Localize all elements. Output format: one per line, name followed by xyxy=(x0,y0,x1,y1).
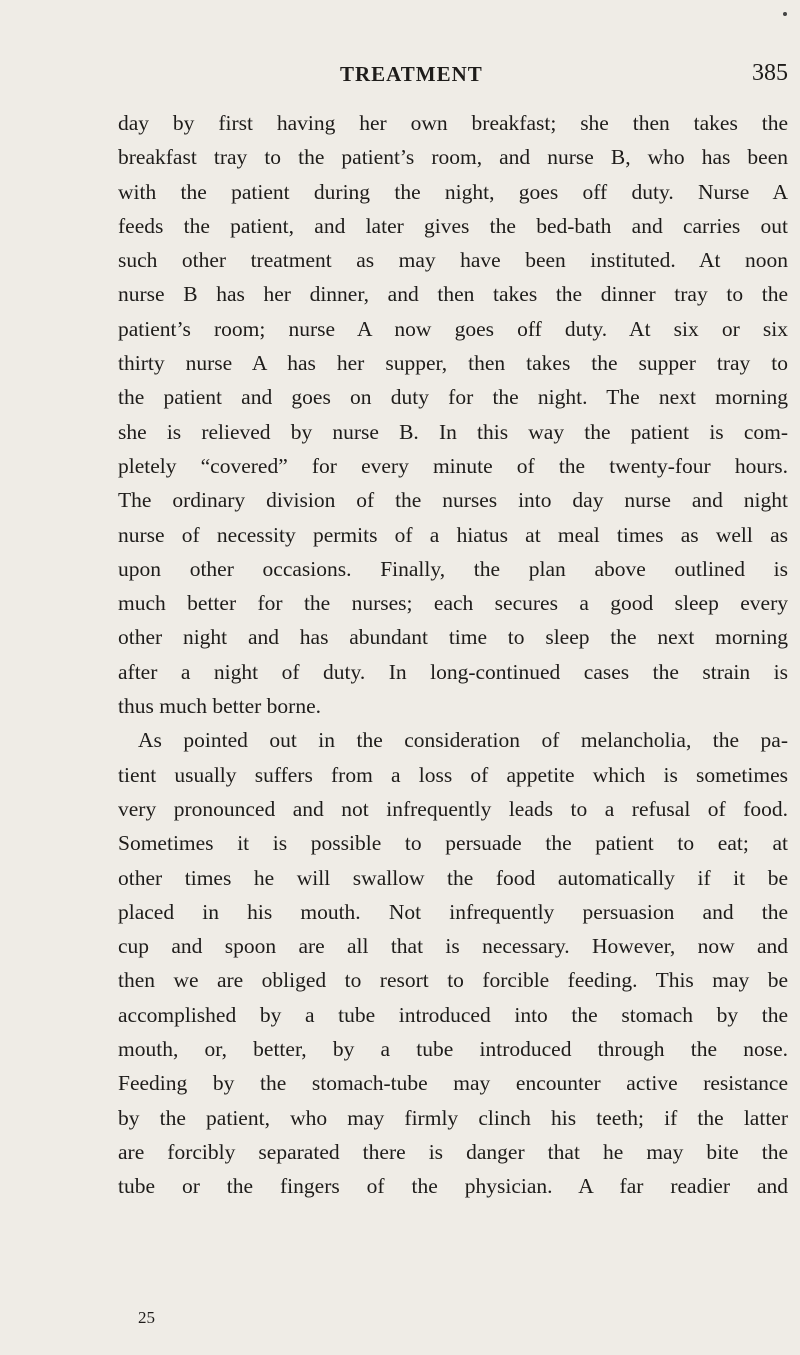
text-line: after a night of duty. In long-continued cases the strain is xyxy=(118,659,788,684)
text-line: nurse B has her dinner, and then takes the dinner tray to the xyxy=(118,282,788,307)
text-line: patient’s room; nurse A now goes off duty. At six or six xyxy=(118,316,788,341)
text-line: pletely “covered” for every minute of the twenty-four hours. xyxy=(118,453,788,478)
text-line: with the patient during the night, goes off duty. Nurse A xyxy=(118,179,788,204)
text-line: placed in his mouth. Not infrequently persuasion and the xyxy=(118,899,788,924)
text-line: by the patient, who may firmly clinch his teeth; if the latter xyxy=(118,1105,788,1130)
text-line: Feeding by the stomach-tube may encounter active resistance xyxy=(118,1071,788,1096)
text-line: very pronounced and not infrequently leads to a refusal of food. xyxy=(118,796,788,821)
text-line: tube or the fingers of the physician. A far readier and xyxy=(118,1174,788,1199)
text-line: are forcibly separated there is danger that he may bite the xyxy=(118,1139,788,1164)
text-line: she is relieved by nurse B. In this way the patient is com- xyxy=(118,419,788,444)
text-line: other night and has abundant time to sleep the next morning xyxy=(118,625,788,650)
text-line: accomplished by a tube introduced into the stomach by the xyxy=(118,1002,788,1027)
text-line: thirty nurse A has her supper, then takes the supper tray to xyxy=(118,351,788,376)
text-line: The ordinary division of the nurses into day nurse and night xyxy=(118,488,788,513)
text-line: such other treatment as may have been instituted. At noon xyxy=(118,248,788,273)
page-number: 385 xyxy=(752,60,788,86)
text-line: feeds the patient, and later gives the bed-bath and carries out xyxy=(118,213,788,238)
text-line: mouth, or, better, by a tube introduced through the nose. xyxy=(118,1037,788,1062)
printer-dot xyxy=(783,12,787,16)
text-line: tient usually suffers from a loss of appetite which is sometimes xyxy=(118,762,788,787)
paragraph-start-line: As pointed out in the consideration of melancholia, the pa- xyxy=(138,728,788,753)
text-line: cup and spoon are all that is necessary. However, now and xyxy=(118,934,788,959)
body-text xyxy=(118,106,788,1204)
text-line: Sometimes it is possible to persuade the patient to eat; at xyxy=(118,831,788,856)
running-title: TREATMENT xyxy=(340,62,483,86)
paragraph-end-line: thus much better borne. xyxy=(118,694,322,719)
running-header xyxy=(118,60,788,92)
text-line: nurse of necessity permits of a hiatus at meal times as well as xyxy=(118,522,788,547)
text-line: other times he will swallow the food automatically if it be xyxy=(118,865,788,890)
text-line: upon other occasions. Finally, the plan above outlined is xyxy=(118,556,788,581)
text-line: then we are obliged to resort to forcible feeding. This may be xyxy=(118,968,788,993)
text-line: breakfast tray to the patient’s room, and nurse B, who has been xyxy=(118,145,788,170)
text-line: the patient and goes on duty for the night. The next morning xyxy=(118,385,788,410)
signature-mark: 25 xyxy=(138,1308,155,1327)
text-line: much better for the nurses; each secures a good sleep every xyxy=(118,591,788,616)
text-line: day by first having her own breakfast; she then takes the xyxy=(118,111,788,135)
